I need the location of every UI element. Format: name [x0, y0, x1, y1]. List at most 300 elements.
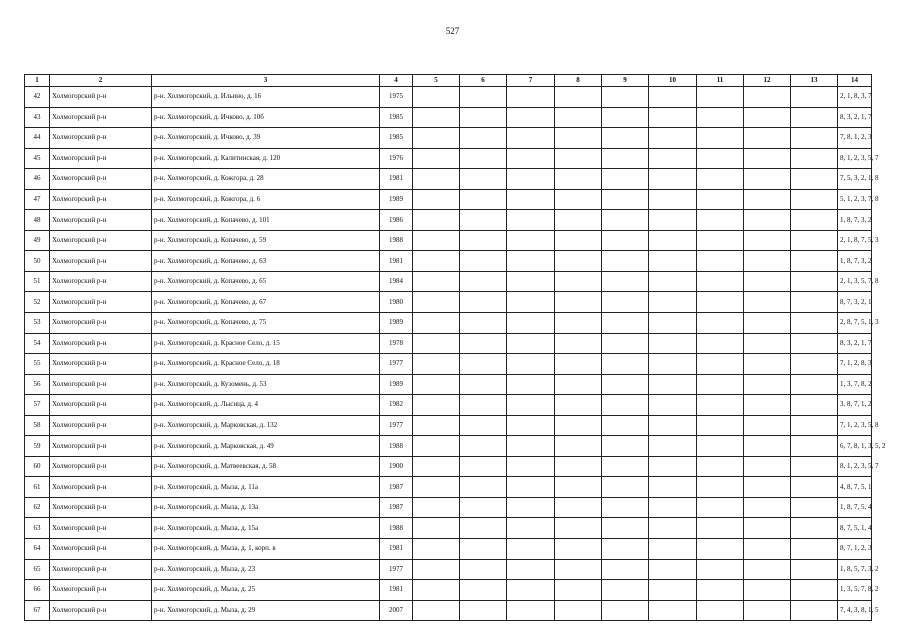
table-row	[25, 436, 872, 457]
empty-cell	[555, 497, 602, 518]
empty-cell	[744, 539, 791, 560]
column-header: 11	[697, 75, 744, 87]
address-cell: р-н. Холмогорский, д. Мыза, д. 23	[152, 559, 380, 580]
empty-cell	[649, 251, 697, 272]
district-cell: Холмогорский р-н	[50, 148, 152, 169]
empty-cell	[555, 456, 602, 477]
empty-cell	[649, 128, 697, 149]
table-row	[25, 292, 872, 313]
empty-cell	[460, 148, 507, 169]
empty-cell	[697, 518, 744, 539]
column-header: 5	[413, 75, 460, 87]
empty-cell	[602, 580, 649, 601]
row-number: 44	[25, 128, 50, 149]
empty-cell	[460, 169, 507, 190]
address-cell: р-н. Холмогорский, д. Матвеевская, д. 58	[152, 456, 380, 477]
empty-cell	[649, 600, 697, 621]
empty-cell	[744, 107, 791, 128]
empty-cell	[460, 354, 507, 375]
year-cell: 1989	[380, 189, 413, 210]
row-number: 51	[25, 271, 50, 292]
empty-cell	[555, 600, 602, 621]
district-cell: Холмогорский р-н	[50, 580, 152, 601]
empty-cell	[697, 251, 744, 272]
district-cell: Холмогорский р-н	[50, 271, 152, 292]
order-cell: 7, 4, 3, 8, 1, 5	[838, 600, 872, 621]
column-header: 3	[152, 75, 380, 87]
empty-cell	[507, 456, 555, 477]
empty-cell	[649, 230, 697, 251]
column-header: 8	[555, 75, 602, 87]
empty-cell	[602, 600, 649, 621]
empty-cell	[791, 148, 838, 169]
table-row	[25, 600, 872, 621]
empty-cell	[460, 333, 507, 354]
empty-cell	[555, 374, 602, 395]
empty-cell	[413, 189, 460, 210]
row-number: 60	[25, 456, 50, 477]
empty-cell	[460, 497, 507, 518]
empty-cell	[602, 518, 649, 539]
empty-cell	[697, 477, 744, 498]
empty-cell	[413, 292, 460, 313]
empty-cell	[413, 600, 460, 621]
row-number: 59	[25, 436, 50, 457]
row-number: 47	[25, 189, 50, 210]
empty-cell	[697, 497, 744, 518]
empty-cell	[460, 230, 507, 251]
address-cell: р-н. Холмогорский, д. Мыза, д. 13а	[152, 497, 380, 518]
address-cell: р-н. Холмогорский, д. Кожгора, д. 28	[152, 169, 380, 190]
empty-cell	[413, 107, 460, 128]
empty-cell	[602, 271, 649, 292]
empty-cell	[649, 354, 697, 375]
order-cell: 2, 8, 7, 5, 1, 3	[838, 313, 872, 334]
empty-cell	[602, 128, 649, 149]
page-number: 527	[445, 26, 460, 36]
empty-cell	[413, 415, 460, 436]
empty-cell	[791, 539, 838, 560]
row-number: 45	[25, 148, 50, 169]
empty-cell	[649, 210, 697, 231]
address-cell: р-н. Холмогорский, д. Копачево, д. 59	[152, 230, 380, 251]
empty-cell	[507, 580, 555, 601]
empty-cell	[791, 87, 838, 108]
register-table	[24, 74, 886, 621]
order-cell: 1, 3, 7, 8, 2	[838, 374, 872, 395]
address-cell: р-н. Холмогорский, д. Ильино, д. 16	[152, 87, 380, 108]
order-cell: 7, 1, 2, 3, 5, 8	[838, 415, 872, 436]
empty-cell	[507, 107, 555, 128]
address-cell: р-н. Холмогорский, д. Копачево, д. 65	[152, 271, 380, 292]
address-cell: р-н. Холмогорский, д. Красное Село, д. 18	[152, 354, 380, 375]
empty-cell	[744, 271, 791, 292]
empty-cell	[649, 313, 697, 334]
empty-cell	[791, 580, 838, 601]
district-cell: Холмогорский р-н	[50, 128, 152, 149]
address-cell: р-н. Холмогорский, д. Марковская, д. 132	[152, 415, 380, 436]
table-row	[25, 333, 872, 354]
empty-cell	[460, 477, 507, 498]
empty-cell	[602, 169, 649, 190]
district-cell: Холмогорский р-н	[50, 395, 152, 416]
order-cell: 2, 1, 3, 5, 7, 8	[838, 271, 872, 292]
empty-cell	[602, 415, 649, 436]
district-cell: Холмогорский р-н	[50, 189, 152, 210]
empty-cell	[555, 292, 602, 313]
empty-cell	[555, 477, 602, 498]
empty-cell	[507, 415, 555, 436]
empty-cell	[460, 539, 507, 560]
empty-cell	[697, 292, 744, 313]
year-cell: 2007	[380, 600, 413, 621]
year-cell: 1977	[380, 415, 413, 436]
empty-cell	[791, 169, 838, 190]
empty-cell	[413, 518, 460, 539]
district-cell: Холмогорский р-н	[50, 354, 152, 375]
row-number: 48	[25, 210, 50, 231]
empty-cell	[744, 189, 791, 210]
table-row	[25, 148, 872, 169]
district-cell: Холмогорский р-н	[50, 456, 152, 477]
empty-cell	[460, 87, 507, 108]
empty-cell	[649, 559, 697, 580]
empty-cell	[555, 395, 602, 416]
empty-cell	[413, 374, 460, 395]
empty-cell	[460, 107, 507, 128]
empty-cell	[744, 497, 791, 518]
empty-cell	[507, 87, 555, 108]
order-cell: 6, 7, 8, 1, 3, 5, 2	[838, 436, 872, 457]
address-cell: р-н. Холмогорский, д. Мыза, д. 29	[152, 600, 380, 621]
empty-cell	[649, 415, 697, 436]
empty-cell	[649, 456, 697, 477]
empty-cell	[460, 210, 507, 231]
empty-cell	[791, 333, 838, 354]
empty-cell	[413, 477, 460, 498]
empty-cell	[791, 395, 838, 416]
empty-cell	[744, 169, 791, 190]
empty-cell	[697, 559, 744, 580]
empty-cell	[744, 333, 791, 354]
empty-cell	[460, 251, 507, 272]
order-cell: 8, 1, 2, 3, 5, 7	[838, 148, 872, 169]
empty-cell	[697, 148, 744, 169]
row-number: 66	[25, 580, 50, 601]
empty-cell	[744, 292, 791, 313]
row-number: 55	[25, 354, 50, 375]
district-cell: Холмогорский р-н	[50, 497, 152, 518]
row-number: 54	[25, 333, 50, 354]
empty-cell	[460, 292, 507, 313]
district-cell: Холмогорский р-н	[50, 436, 152, 457]
empty-cell	[602, 210, 649, 231]
empty-cell	[791, 374, 838, 395]
empty-cell	[507, 559, 555, 580]
table-row	[25, 497, 872, 518]
empty-cell	[413, 128, 460, 149]
empty-cell	[791, 600, 838, 621]
empty-cell	[413, 395, 460, 416]
header-row	[25, 75, 872, 87]
table-row	[25, 539, 872, 560]
empty-cell	[602, 436, 649, 457]
address-cell: р-н. Холмогорский, д. Кожгора, д. 6	[152, 189, 380, 210]
order-cell: 1, 8, 7, 5, 4	[838, 497, 872, 518]
empty-cell	[507, 210, 555, 231]
year-cell: 1985	[380, 128, 413, 149]
empty-cell	[602, 189, 649, 210]
empty-cell	[413, 333, 460, 354]
empty-cell	[744, 374, 791, 395]
row-number: 58	[25, 415, 50, 436]
empty-cell	[791, 415, 838, 436]
district-cell: Холмогорский р-н	[50, 477, 152, 498]
table-row	[25, 189, 872, 210]
empty-cell	[507, 169, 555, 190]
empty-cell	[555, 415, 602, 436]
empty-cell	[555, 210, 602, 231]
table-row	[25, 415, 872, 436]
year-cell: 1982	[380, 395, 413, 416]
address-cell: р-н. Холмогорский, д. Мыза, д. 15а	[152, 518, 380, 539]
district-cell: Холмогорский р-н	[50, 518, 152, 539]
year-cell: 1987	[380, 477, 413, 498]
row-number: 46	[25, 169, 50, 190]
table-row	[25, 395, 872, 416]
empty-cell	[697, 333, 744, 354]
empty-cell	[507, 230, 555, 251]
table-row	[25, 107, 872, 128]
address-cell: р-н. Холмогорский, д. Мыза, д. 1, корп. в	[152, 539, 380, 560]
empty-cell	[697, 230, 744, 251]
empty-cell	[649, 107, 697, 128]
empty-cell	[460, 271, 507, 292]
empty-cell	[460, 456, 507, 477]
empty-cell	[791, 128, 838, 149]
column-header: 13	[791, 75, 838, 87]
empty-cell	[460, 395, 507, 416]
empty-cell	[460, 189, 507, 210]
year-cell: 1989	[380, 313, 413, 334]
empty-cell	[413, 230, 460, 251]
empty-cell	[555, 87, 602, 108]
empty-cell	[555, 518, 602, 539]
empty-cell	[460, 128, 507, 149]
empty-cell	[460, 518, 507, 539]
address-cell: р-н. Холмогорский, д. Копачево, д. 63	[152, 251, 380, 272]
empty-cell	[602, 251, 649, 272]
order-cell: 3, 8, 7, 1, 2	[838, 395, 872, 416]
empty-cell	[555, 436, 602, 457]
column-header: 14	[838, 75, 872, 87]
empty-cell	[744, 456, 791, 477]
empty-cell	[413, 354, 460, 375]
table-row	[25, 313, 872, 334]
empty-cell	[697, 87, 744, 108]
order-cell: 7, 1, 2, 8, 3	[838, 354, 872, 375]
empty-cell	[744, 436, 791, 457]
empty-cell	[413, 436, 460, 457]
year-cell: 1981	[380, 169, 413, 190]
empty-cell	[697, 395, 744, 416]
address-cell: р-н. Холмогорский, д. Копачево, д. 101	[152, 210, 380, 231]
empty-cell	[791, 230, 838, 251]
empty-cell	[413, 87, 460, 108]
order-cell: 1, 8, 5, 7, 3, 2	[838, 559, 872, 580]
empty-cell	[602, 395, 649, 416]
order-cell: 1, 8, 7, 3, 2	[838, 210, 872, 231]
empty-cell	[460, 313, 507, 334]
column-header: 2	[50, 75, 152, 87]
empty-cell	[697, 271, 744, 292]
row-number: 62	[25, 497, 50, 518]
row-number: 63	[25, 518, 50, 539]
empty-cell	[697, 436, 744, 457]
empty-cell	[507, 497, 555, 518]
empty-cell	[555, 251, 602, 272]
empty-cell	[697, 600, 744, 621]
row-number: 64	[25, 539, 50, 560]
district-cell: Холмогорский р-н	[50, 230, 152, 251]
address-cell: р-н. Холмогорский, д. Мыза, д. 25	[152, 580, 380, 601]
empty-cell	[791, 354, 838, 375]
year-cell: 1981	[380, 539, 413, 560]
empty-cell	[460, 559, 507, 580]
table-row	[25, 354, 872, 375]
empty-cell	[791, 477, 838, 498]
district-cell: Холмогорский р-н	[50, 87, 152, 108]
year-cell: 1985	[380, 107, 413, 128]
empty-cell	[744, 415, 791, 436]
empty-cell	[791, 313, 838, 334]
row-number: 50	[25, 251, 50, 272]
empty-cell	[460, 436, 507, 457]
year-cell: 1981	[380, 580, 413, 601]
year-cell: 1987	[380, 497, 413, 518]
table-row	[25, 169, 872, 190]
column-header: 6	[460, 75, 507, 87]
empty-cell	[744, 230, 791, 251]
empty-cell	[413, 539, 460, 560]
table-row	[25, 210, 872, 231]
year-cell: 1988	[380, 230, 413, 251]
empty-cell	[649, 271, 697, 292]
empty-cell	[744, 128, 791, 149]
order-cell: 8, 7, 1, 2, 3	[838, 539, 872, 560]
row-number: 57	[25, 395, 50, 416]
empty-cell	[744, 600, 791, 621]
empty-cell	[507, 600, 555, 621]
empty-cell	[649, 87, 697, 108]
year-cell: 1978	[380, 333, 413, 354]
address-cell: р-н. Холмогорский, д. Копачево, д. 67	[152, 292, 380, 313]
year-cell: 1900	[380, 456, 413, 477]
empty-cell	[649, 148, 697, 169]
empty-cell	[697, 456, 744, 477]
empty-cell	[649, 436, 697, 457]
table-row	[25, 559, 872, 580]
empty-cell	[744, 354, 791, 375]
empty-cell	[555, 559, 602, 580]
empty-cell	[791, 518, 838, 539]
empty-cell	[697, 374, 744, 395]
empty-cell	[602, 477, 649, 498]
empty-cell	[744, 518, 791, 539]
empty-cell	[649, 189, 697, 210]
empty-cell	[413, 169, 460, 190]
empty-cell	[507, 251, 555, 272]
address-cell: р-н. Холмогорский, д. Кузомень, д. 53	[152, 374, 380, 395]
empty-cell	[507, 189, 555, 210]
address-cell: р-н. Холмогорский, д. Ичково, д. 10б	[152, 107, 380, 128]
empty-cell	[649, 292, 697, 313]
order-cell: 2, 1, 8, 7, 5, 3	[838, 230, 872, 251]
column-header: 10	[649, 75, 697, 87]
empty-cell	[602, 374, 649, 395]
row-number: 52	[25, 292, 50, 313]
year-cell: 1986	[380, 210, 413, 231]
empty-cell	[744, 251, 791, 272]
empty-cell	[602, 107, 649, 128]
table-body	[25, 87, 886, 621]
empty-cell	[413, 251, 460, 272]
district-cell: Холмогорский р-н	[50, 313, 152, 334]
empty-cell	[555, 169, 602, 190]
empty-cell	[507, 354, 555, 375]
empty-cell	[555, 539, 602, 560]
district-cell: Холмогорский р-н	[50, 600, 152, 621]
empty-cell	[460, 374, 507, 395]
empty-cell	[602, 559, 649, 580]
table-row	[25, 580, 872, 601]
order-cell: 4, 8, 7, 5, 1	[838, 477, 872, 498]
empty-cell	[744, 395, 791, 416]
empty-cell	[555, 189, 602, 210]
empty-cell	[697, 539, 744, 560]
empty-cell	[555, 148, 602, 169]
row-number: 53	[25, 313, 50, 334]
empty-cell	[791, 251, 838, 272]
empty-cell	[555, 107, 602, 128]
empty-cell	[791, 497, 838, 518]
year-cell: 1977	[380, 559, 413, 580]
address-cell: р-н. Холмогорский, д. Мыза, д. 11а	[152, 477, 380, 498]
empty-cell	[649, 518, 697, 539]
empty-cell	[413, 559, 460, 580]
order-cell: 5, 1, 2, 3, 7, 8	[838, 189, 872, 210]
table-row	[25, 128, 872, 149]
empty-cell	[413, 313, 460, 334]
empty-cell	[602, 354, 649, 375]
empty-cell	[507, 436, 555, 457]
empty-cell	[413, 497, 460, 518]
year-cell: 1977	[380, 354, 413, 375]
empty-cell	[555, 230, 602, 251]
year-cell: 1976	[380, 148, 413, 169]
empty-cell	[744, 148, 791, 169]
empty-cell	[507, 313, 555, 334]
district-cell: Холмогорский р-н	[50, 251, 152, 272]
row-number: 65	[25, 559, 50, 580]
empty-cell	[697, 415, 744, 436]
empty-cell	[602, 333, 649, 354]
table-row	[25, 456, 872, 477]
empty-cell	[697, 580, 744, 601]
address-cell: р-н. Холмогорский, д. Лысица, д. 4	[152, 395, 380, 416]
district-cell: Холмогорский р-н	[50, 539, 152, 560]
order-cell: 1, 3, 5, 7, 8, 2	[838, 580, 872, 601]
